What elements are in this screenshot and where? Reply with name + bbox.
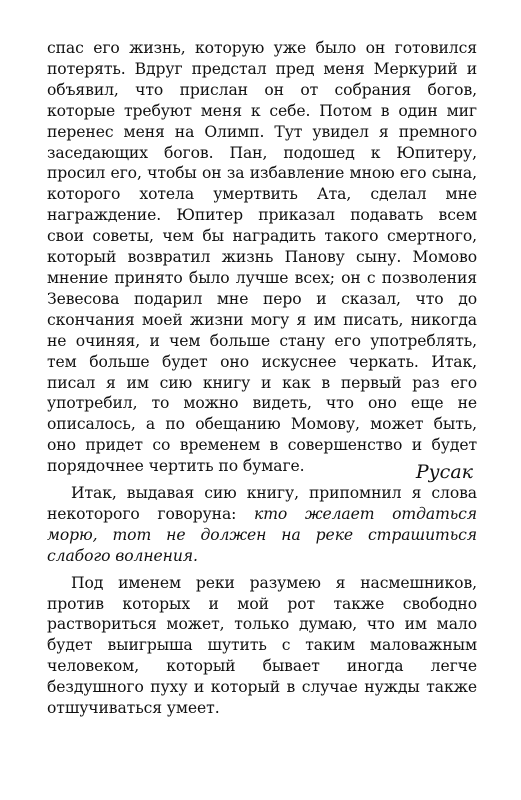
paragraph-1: спас его жизнь, которую уже было он готовился потерять. Вдруг предстал пред меня Меркурий и объявил, что прислан он от собрания богов, которые требуют меня к себе. Потом в один миг перенес меня на Олимп. Тут увидел я премного заседающих богов. Пан, подошед к Юпитеру, просил его, чтобы он за избавление мною его сына, которого хотела умертвить Ата, сделал мне награждение. Юпитер приказал подавать всем свои советы, чем бы наградить такого смертного, который возвратил жизнь Панову сыну. Момово мнение принято было лучше всех; он с позволения Зевесова подарил мне перо и сказал, что до скончания моей жизни могу я им писать, никогда не очиняя, и чем больше стану его употреблять, тем больше будет оно искуснее черкать. Итак, писал я им сию книгу и как в первый раз его употребил, то можно видеть, что оно еще не описалось, а по обещанию Момову, может быть, оно придет со временем в совершенство и будет порядочнее чертить по бумаге. bbox=[47, 39, 477, 476]
paragraph-3: Под именем реки разумею я насмешников, против которых и мой рот также свободно раствориться может, только думаю, что им мало будет выигрыша шутить с таким маловажным человеком, который бывает иногда легче бездушного пуху и который в случае нужды также отшучиваться умеет. bbox=[47, 573, 477, 718]
italic-quote: кто желает отдаться морю, тот не должен на реке страшиться слабого волнения. bbox=[47, 504, 478, 565]
body-text bbox=[47, 38, 477, 719]
paragraph-2-lead: Итак, выдавая сию книгу, припомнил я слова некоторого говоруна: bbox=[47, 484, 477, 523]
author-signature: Русак bbox=[415, 461, 473, 483]
paragraph-2 bbox=[47, 483, 477, 567]
